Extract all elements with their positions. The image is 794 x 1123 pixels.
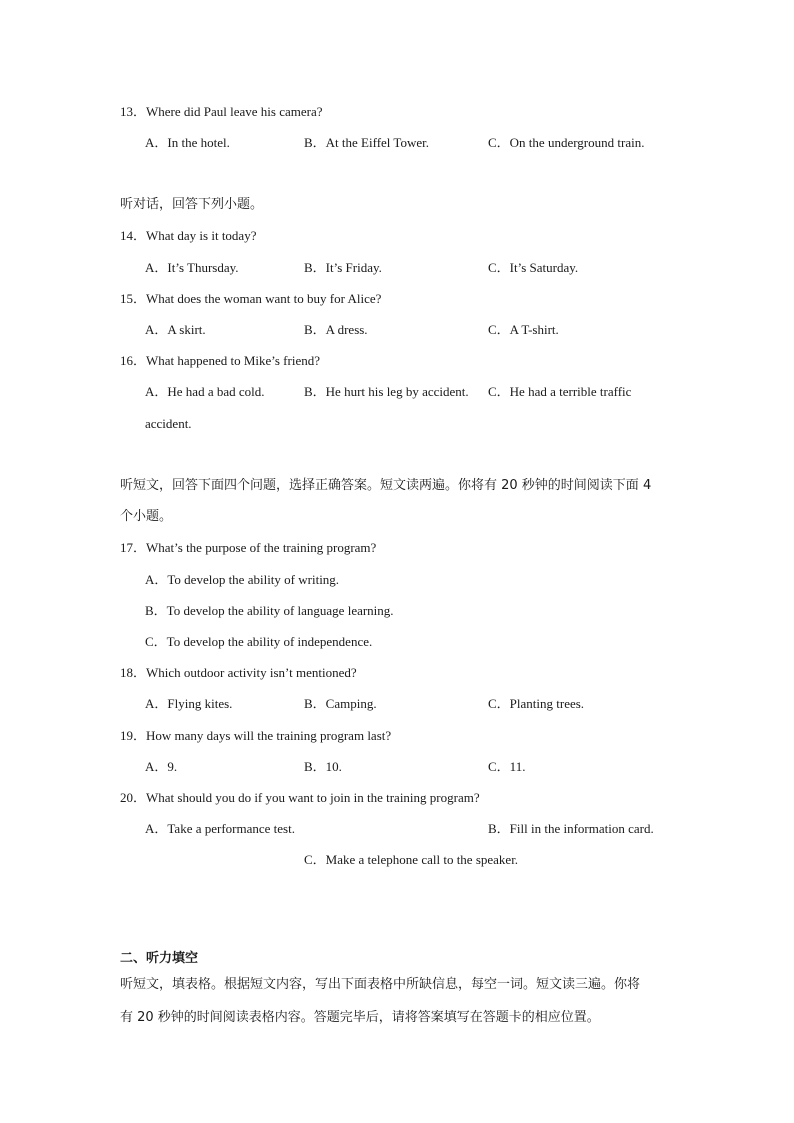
part2-instruction-line1: 听短文，填表格。根据短文内容，写出下面表格中所缺信息，每空一词。短文读三遍。你将 [120, 977, 641, 992]
question-17-option-a: A．To develop the ability of writing. [145, 572, 340, 587]
question-19-stem: 19．How many days will the training program last? [120, 728, 392, 743]
question-20-option-b: B．Fill in the information card. [488, 821, 654, 836]
question-18-option-b: B．Camping. [304, 696, 377, 711]
question-15-option-c: C．A T-shirt. [488, 322, 559, 337]
section-instruction-passage-line2: 个小题。 [120, 509, 173, 524]
question-18-option-a: A．Flying kites. [145, 696, 233, 711]
question-14-option-c: C．It’s Saturday. [488, 260, 579, 275]
question-13-option-c: C．On the underground train. [488, 135, 645, 150]
question-20-option-a: A．Take a performance test. [145, 821, 295, 836]
question-15-option-a: A．A skirt. [145, 322, 206, 337]
question-18-stem: 18．Which outdoor activity isn’t mentioned? [120, 665, 357, 680]
question-16-option-b: B．He hurt his leg by accident. [304, 384, 469, 399]
question-13-option-a: A．In the hotel. [145, 135, 230, 150]
question-18-option-c: C．Planting trees. [488, 696, 585, 711]
question-19-option-a: A．9. [145, 759, 178, 774]
question-14-option-b: B．It’s Friday. [304, 260, 382, 275]
question-16-option-a: A．He had a bad cold. [145, 384, 265, 399]
question-13-stem: 13．Where did Paul leave his camera? [120, 104, 323, 119]
question-20-stem: 20．What should you do if you want to join in the training program? [120, 790, 480, 805]
question-15-option-b: B．A dress. [304, 322, 368, 337]
question-17-stem: 17．What’s the purpose of the training program? [120, 540, 377, 555]
question-16-option-c: C．He had a terrible traffic [488, 384, 632, 399]
section-instruction-dialogue: 听对话，回答下列小题。 [120, 197, 264, 212]
part2-instruction-line2: 有 20 秒钟的时间阅读表格内容。答题完毕后，请将答案填写在答题卡的相应位置。 [120, 1010, 600, 1025]
question-15-stem: 15．What does the woman want to buy for Alice? [120, 291, 382, 306]
question-16-option-c-continued: accident. [145, 416, 192, 431]
question-20-option-c: C．Make a telephone call to the speaker. [304, 852, 519, 867]
question-14-stem: 14．What day is it today? [120, 228, 257, 243]
question-17-option-b: B．To develop the ability of language learning. [145, 603, 394, 618]
section-instruction-passage-line1: 听短文，回答下面四个问题，选择正确答案。短文读两遍。你将有 20 秒钟的时间阅读下面 4 [120, 478, 652, 493]
question-16-stem: 16．What happened to Mike’s friend? [120, 353, 320, 368]
question-17-option-c: C．To develop the ability of independence. [145, 634, 373, 649]
question-14-option-a: A．It’s Thursday. [145, 260, 239, 275]
question-13-option-b: B．At the Eiffel Tower. [304, 135, 429, 150]
question-19-option-c: C．11. [488, 759, 526, 774]
part2-heading: 二、听力填空 [120, 951, 199, 966]
question-19-option-b: B．10. [304, 759, 342, 774]
